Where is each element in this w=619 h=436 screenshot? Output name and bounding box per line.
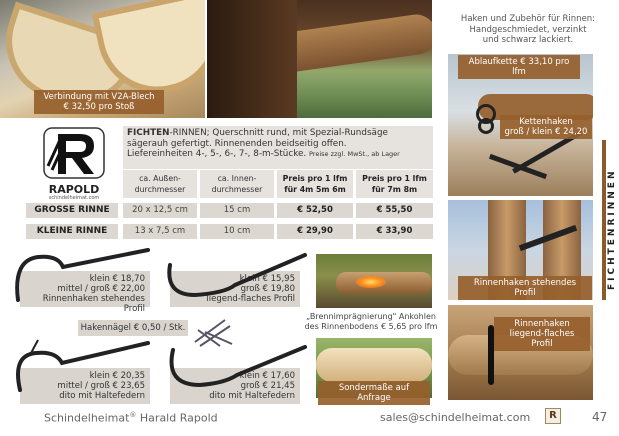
header-outer-l2: durchmesser (134, 185, 186, 194)
chain-caption: Ablaufkette € 33,10 pro lfm (458, 55, 580, 79)
side-title-bar (602, 140, 619, 300)
flat-hook-line2: liegend-flaches Profil (509, 329, 575, 349)
header-price-7-8m (356, 170, 433, 198)
intro-line2: Handgeschmiedet, verzinkt (469, 24, 587, 35)
description-vat-note: Preise zzgl. MwSt., ab Lager (309, 150, 400, 158)
hook1-line2: mittel / groß € 22,00 (57, 284, 145, 294)
joint-caption (34, 90, 164, 114)
description-line1-rest: -RINNEN; Querschnitt rund, mit Spezial-Rundsäge (169, 128, 388, 138)
hook2-line1: klein € 15,95 (239, 274, 295, 284)
description-line3-main: Liefereinheiten 4-, 5-, 6-, 7-, 8-m-Stücke. (127, 149, 307, 159)
hook-flat-springs-icon (155, 335, 315, 397)
charring-line1: „Brennimprägnierung" Ankohlen (306, 312, 436, 321)
row-large-outer: 20 x 12,5 cm (123, 203, 197, 218)
description-box (123, 126, 433, 169)
header-price2-l2: für 7m 8m (371, 185, 418, 194)
flat-hook-caption (494, 317, 590, 351)
description-line2: sägerauh gefertigt. Rinnenenden beidseitig offen. (127, 138, 347, 149)
header-price1-l1: Preis pro 1 lfm (282, 174, 348, 183)
description-line1 (127, 128, 429, 139)
custom-size-caption: Sondermaße auf Anfrage (318, 381, 430, 405)
header-price1-l2: für 4m 5m 6m (284, 185, 346, 194)
header-inner-l2: durchmesser (211, 185, 263, 194)
row-label-small: KLEINE RINNE (26, 224, 118, 239)
chain-hook-caption (500, 115, 592, 139)
hook4-line3: dito mit Haltefedern (209, 391, 295, 401)
header-inner-diameter (200, 170, 274, 198)
intro-line1: Haken und Zubehör für Rinnen: (460, 14, 596, 24)
footer-company (44, 411, 218, 425)
logo-url: schindelheimat.com (48, 195, 100, 201)
hook2-line2: groß € 19,80 (240, 284, 295, 294)
hook-standing-icon (8, 245, 158, 307)
footer-logo-icon: R (545, 408, 561, 424)
hook-flat-icon (155, 245, 315, 307)
header-outer-diameter (123, 170, 197, 198)
hook3-line1: klein € 20,35 (89, 371, 145, 381)
joint-caption-line2: € 32,50 pro Stoß (63, 102, 135, 112)
hook4-line2: groß € 21,45 (240, 381, 295, 391)
charring-text (300, 312, 442, 332)
hook-nails-label: Hakennägel € 0,50 / Stk. (78, 320, 188, 336)
footer-brand: Schindelheimat (44, 411, 130, 425)
row-large-price2: € 55,50 (356, 203, 433, 218)
standing-hook-caption: Rinnenhaken stehendes Profil (458, 276, 592, 300)
footer-email[interactable]: sales@schindelheimat.com (380, 411, 531, 424)
description-highlight: FICHTEN (127, 128, 170, 138)
chain-hook-line2: groß / klein € 24,20 (504, 127, 588, 137)
roof-gutter-photo (207, 0, 432, 118)
row-small-price2: € 33,90 (356, 224, 433, 239)
charring-photo (316, 254, 432, 308)
flat-hook-line1: Rinnenhaken (514, 319, 570, 329)
logo-r-icon (40, 126, 108, 180)
rapold-logo (40, 126, 108, 201)
hook1-line1: klein € 18,70 (89, 274, 145, 284)
hook2-line3: liegend-flaches Profil (206, 294, 295, 304)
row-small-price1: € 29,90 (277, 224, 353, 239)
hook1-line3: Rinnenhaken stehendes Profil (42, 294, 145, 314)
header-outer-l1: ca. Außen- (139, 174, 181, 183)
side-title: FICHTENRINNEN (607, 168, 617, 290)
footer-reg: ® (129, 411, 137, 419)
logo-brand: RAPOLD (48, 183, 100, 196)
row-large-inner: 15 cm (200, 203, 274, 218)
accessories-intro (440, 14, 616, 46)
row-large-price1: € 52,50 (277, 203, 353, 218)
intro-line3: und schwarz lackiert. (482, 35, 574, 45)
row-label-large: GROSSE RINNE (26, 203, 118, 218)
footer-owner: Harald Rapold (136, 411, 218, 425)
hook3-line3: dito mit Haltefedern (59, 391, 145, 401)
chain-hook-line1: Kettenhaken (519, 117, 573, 127)
hook-standing-springs-icon (8, 335, 158, 397)
row-small-inner: 10 cm (200, 224, 274, 239)
header-inner-l1: ca. Innen- (217, 174, 257, 183)
hook3-line2: mittel / groß € 23,65 (57, 381, 145, 391)
description-line3 (127, 149, 429, 160)
joint-caption-line1: Verbindung mit V2A-Blech (43, 92, 155, 102)
header-price-4-6m (277, 170, 353, 198)
header-price2-l1: Preis pro 1 lfm (362, 174, 427, 183)
price-table-header (123, 170, 433, 198)
page-number: 47 (592, 410, 608, 424)
hook4-line1: klein € 17,60 (239, 371, 295, 381)
row-small-outer: 13 x 7,5 cm (123, 224, 197, 239)
charring-line2: des Rinnenbodens € 5,65 pro lfm (304, 322, 438, 331)
